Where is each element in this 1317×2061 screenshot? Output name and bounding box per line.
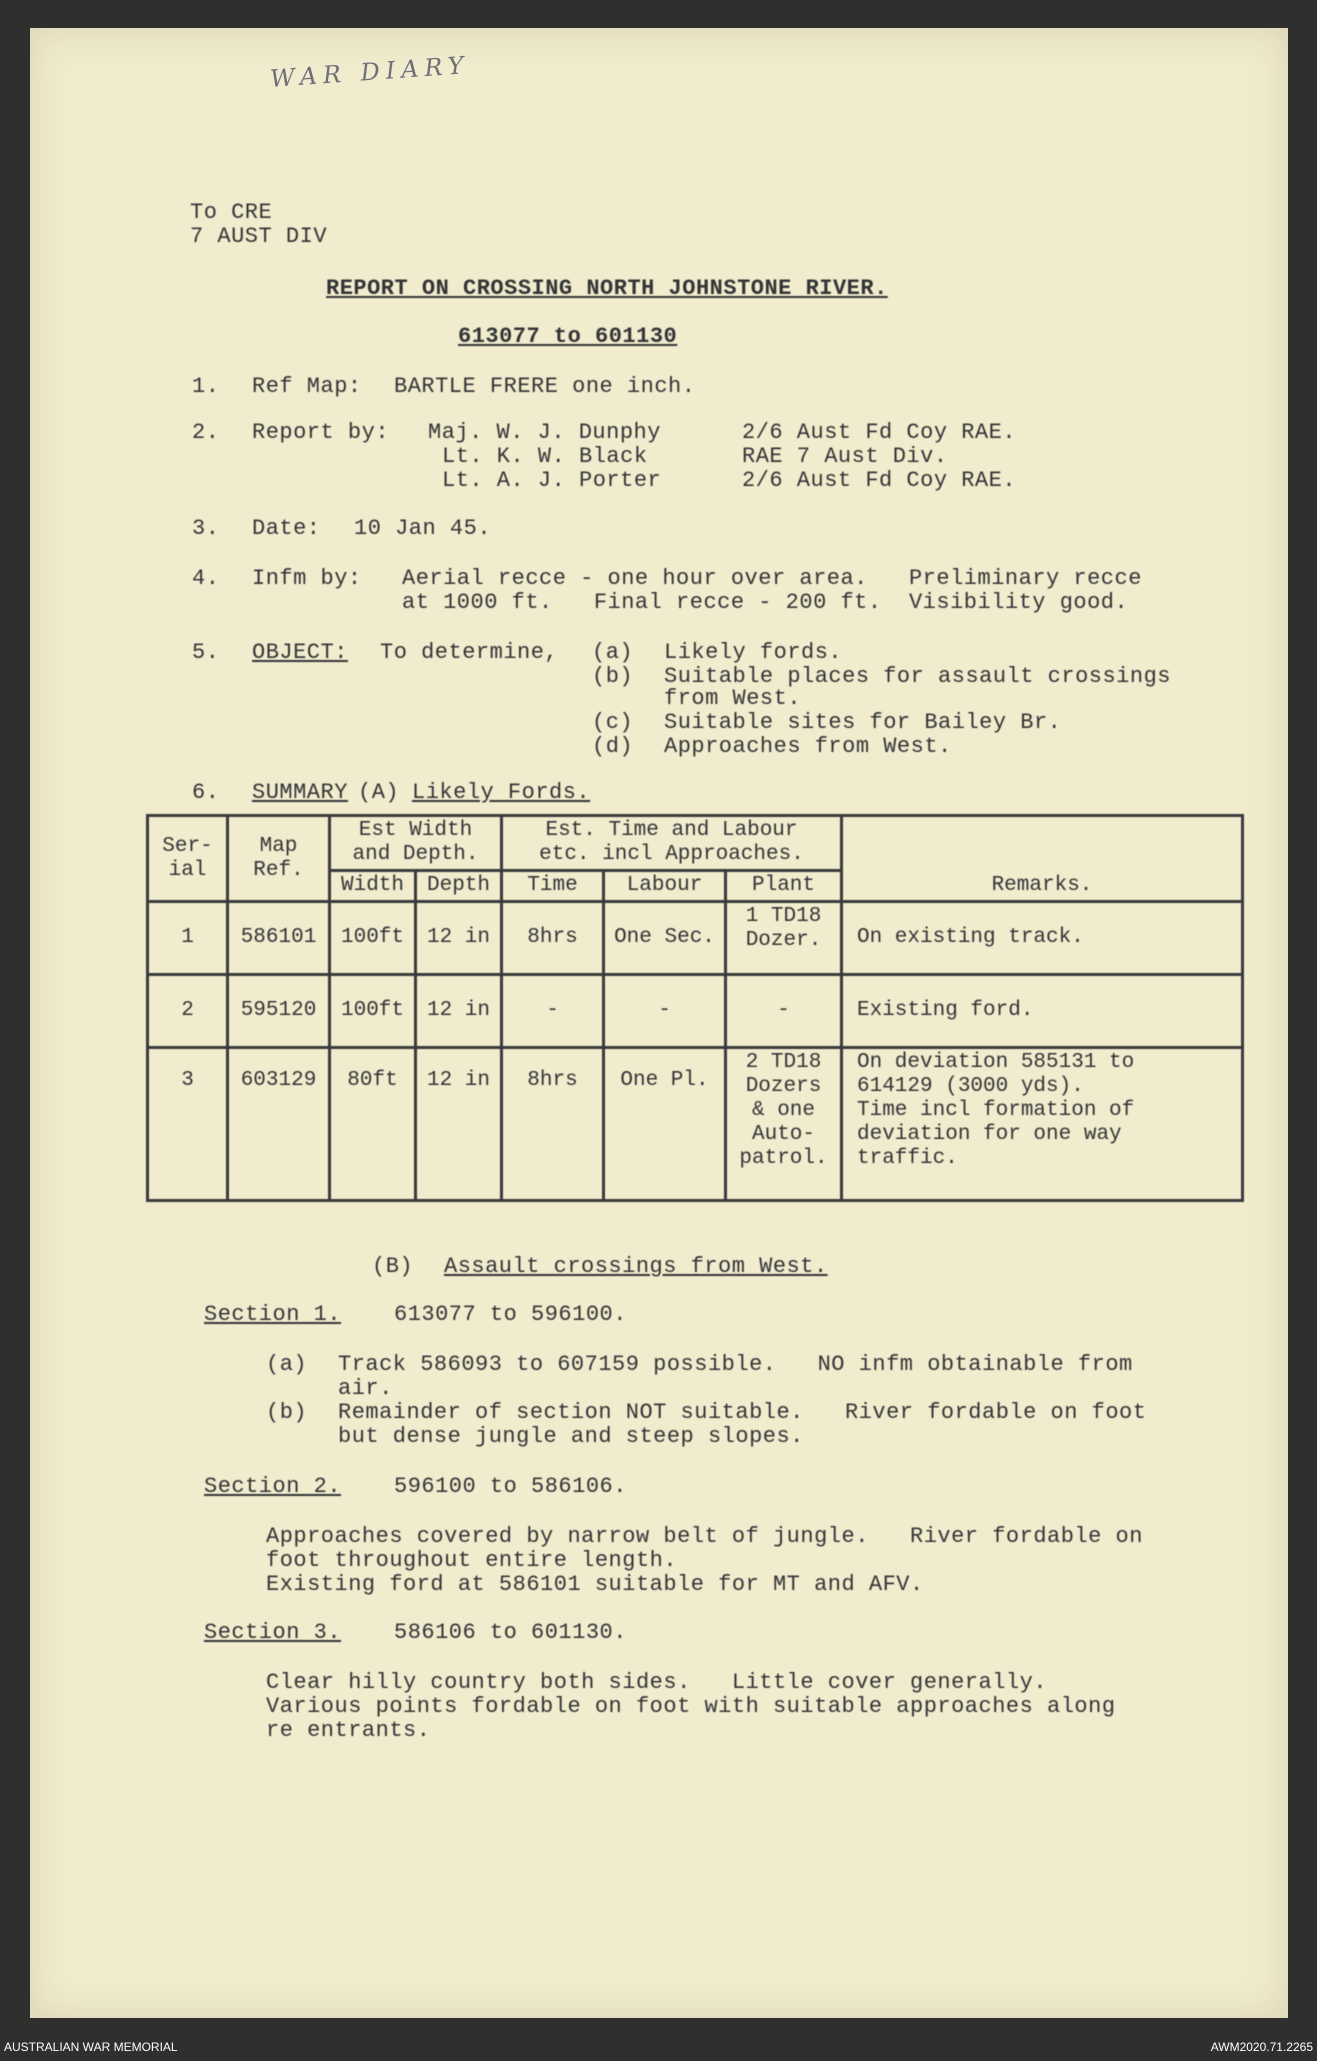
object-text: Likely fords. (664, 640, 843, 665)
item-5-intro: To determine, (380, 640, 559, 665)
item-4-line-1: Aerial recce - one hour over area. Preliminary recce (402, 566, 1142, 591)
item-1-label: Ref Map: (252, 374, 362, 399)
cell-time: 8hrs (502, 902, 604, 975)
reporter-name: Lt. A. J. Porter (442, 468, 662, 493)
table-header-row (148, 816, 1243, 871)
cell-plant: - (726, 975, 842, 1048)
table-row (148, 902, 1243, 975)
reporter-name: Lt. K. W. Black (442, 444, 648, 469)
section-3-line-2: Various points fordable on foot with suitable approaches along (266, 1694, 1116, 1719)
header-remarks: Remarks. (842, 816, 1243, 902)
document-page (30, 28, 1288, 2018)
likely-fords-table (146, 814, 1244, 1202)
cell-labour: One Pl. (604, 1048, 726, 1201)
section-1-a-line-1: Track 586093 to 607159 possible. NO infm obtainable from (338, 1352, 1133, 1377)
handwritten-annotation: WAR DIARY (269, 51, 471, 93)
item-3-number: 3. (192, 516, 220, 541)
addressee-line-2: 7 AUST DIV (190, 224, 328, 249)
cell-labour: One Sec. (604, 902, 726, 975)
item-5-label: OBJECT: (252, 640, 348, 665)
archive-credit: AUSTRALIAN WAR MEMORIAL (4, 2040, 178, 2054)
section-2-line-3: Existing ford at 586101 suitable for MT and AFV. (266, 1572, 924, 1597)
item-2-number: 2. (192, 420, 220, 445)
part-b-title: Assault crossings from West. (444, 1254, 828, 1279)
reporter-unit: 2/6 Aust Fd Coy RAE. (742, 420, 1017, 445)
cell-width: 100ft (330, 902, 416, 975)
report-subtitle: 613077 to 601130 (458, 324, 678, 349)
object-text: Suitable sites for Bailey Br. (664, 710, 1062, 735)
header-est-time-labour: Est. Time and Labour etc. incl Approaches. (502, 816, 842, 871)
item-6-label: SUMMARY (252, 780, 348, 805)
object-text-cont: from West. (664, 686, 802, 711)
reporter-name: Maj. W. J. Dunphy (428, 420, 661, 445)
item-6-number: 6. (192, 780, 220, 805)
section-1-b-line-2: but dense jungle and steep slopes. (338, 1424, 804, 1449)
cell-serial: 3 (148, 1048, 228, 1201)
cell-width: 80ft (330, 1048, 416, 1201)
cell-depth: 12 in (416, 1048, 502, 1201)
object-text: Suitable places for assault crossings (664, 664, 1171, 689)
header-plant: Plant (726, 871, 842, 902)
header-est-width-depth: Est Width and Depth. (330, 816, 502, 871)
object-key: (a) (592, 640, 634, 665)
cell-time: 8hrs (502, 1048, 604, 1201)
section-2-line-2: foot throughout entire length. (266, 1548, 678, 1573)
cell-time: - (502, 975, 604, 1048)
header-map-ref: Map Ref. (228, 816, 330, 902)
cell-map-ref: 586101 (228, 902, 330, 975)
header-serial: Ser- ial (148, 816, 228, 902)
section-2-range: 596100 to 586106. (394, 1474, 627, 1499)
section-1-range: 613077 to 596100. (394, 1302, 627, 1327)
section-1-b-line-1: Remainder of section NOT suitable. River fordable on foot (338, 1400, 1147, 1425)
section-1-label: Section 1. (204, 1302, 342, 1327)
summary-part: (A) (358, 780, 400, 805)
section-2-line-1: Approaches covered by narrow belt of jungle. River fordable on (266, 1524, 1143, 1549)
object-key: (c) (592, 710, 634, 735)
cell-plant: 1 TD18 Dozer. (726, 902, 842, 975)
item-5-number: 5. (192, 640, 220, 665)
report-title: REPORT ON CROSSING NORTH JOHNSTONE RIVER. (326, 276, 888, 301)
cell-serial: 1 (148, 902, 228, 975)
object-key: (d) (592, 734, 634, 759)
cell-remarks: On deviation 585131 to 614129 (3000 yds). Time incl formation of deviation for one way traffic. (842, 1048, 1243, 1201)
table-row (148, 1048, 1243, 1201)
cell-plant: 2 TD18 Dozers & one Auto- patrol. (726, 1048, 842, 1201)
section-1-b-key: (b) (266, 1400, 308, 1425)
cell-depth: 12 in (416, 975, 502, 1048)
summary-part-title: Likely Fords. (412, 780, 591, 805)
archive-reference: AWM2020.71.2265 (1210, 2040, 1313, 2054)
object-key: (b) (592, 664, 634, 689)
part-b-key: (B) (372, 1254, 414, 1279)
cell-serial: 2 (148, 975, 228, 1048)
header-depth: Depth (416, 871, 502, 902)
header-time: Time (502, 871, 604, 902)
item-1-value: BARTLE FRERE one inch. (394, 374, 696, 399)
table-row (148, 975, 1243, 1048)
item-3-value: 10 Jan 45. (354, 516, 492, 541)
item-4-line-2: at 1000 ft. Final recce - 200 ft. Visibility good. (402, 590, 1129, 615)
cell-map-ref: 595120 (228, 975, 330, 1048)
cell-width: 100ft (330, 975, 416, 1048)
item-4-label: Infm by: (252, 566, 362, 591)
section-1-a-line-2: air. (338, 1376, 393, 1401)
section-3-line-3: re entrants. (266, 1718, 431, 1743)
section-3-range: 586106 to 601130. (394, 1620, 627, 1645)
cell-remarks: On existing track. (842, 902, 1243, 975)
section-2-label: Section 2. (204, 1474, 342, 1499)
item-2-label: Report by: (252, 420, 390, 445)
reporter-unit: RAE 7 Aust Div. (742, 444, 948, 469)
cell-depth: 12 in (416, 902, 502, 975)
item-3-label: Date: (252, 516, 321, 541)
addressee-line-1: To CRE (190, 200, 273, 225)
cell-remarks: Existing ford. (842, 975, 1243, 1048)
section-1-a-key: (a) (266, 1352, 308, 1377)
object-text: Approaches from West. (664, 734, 952, 759)
reporter-unit: 2/6 Aust Fd Coy RAE. (742, 468, 1017, 493)
section-3-line-1: Clear hilly country both sides. Little cover generally. (266, 1670, 1048, 1695)
cell-labour: - (604, 975, 726, 1048)
header-width: Width (330, 871, 416, 902)
item-1-number: 1. (192, 374, 220, 399)
item-4-number: 4. (192, 566, 220, 591)
section-3-label: Section 3. (204, 1620, 342, 1645)
cell-map-ref: 603129 (228, 1048, 330, 1201)
header-labour: Labour (604, 871, 726, 902)
